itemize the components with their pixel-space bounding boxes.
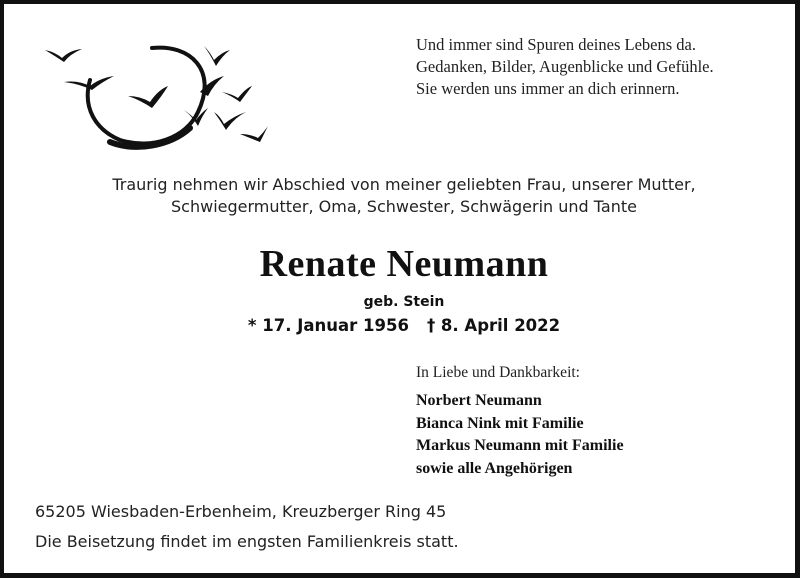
birth-date: * 17. Januar 1956	[247, 316, 409, 335]
deceased-name: Renate Neumann	[259, 243, 549, 285]
mourner-name: sowie alle Angehörigen	[416, 459, 573, 477]
mourner-name: Bianca Nink mit Familie	[416, 414, 584, 432]
memorial-verse	[416, 34, 714, 100]
maiden-name: geb. Stein	[363, 294, 445, 310]
death-date: † 8. April 2022	[426, 316, 561, 335]
verse-line: Gedanken, Bilder, Augenblicke und Gefühle.	[416, 57, 714, 76]
intro-line: Schwiegermutter, Oma, Schwester, Schwägerin und Tante	[171, 197, 637, 216]
mourner-name: Norbert Neumann	[416, 392, 542, 409]
mourners-heading: In Liebe und Dankbarkeit:	[416, 364, 580, 381]
intro-line: Traurig nehmen wir Abschied von meiner geliebten Frau, unserer Mutter,	[112, 175, 696, 194]
life-dates	[4, 316, 800, 335]
verse-line: Sie werden uns immer an dich erinnern.	[416, 79, 680, 98]
moon-with-birds-icon	[40, 40, 270, 150]
family-address: 65205 Wiesbaden-Erbenheim, Kreuzberger Ring 45	[35, 502, 447, 521]
verse-line: Und immer sind Spuren deines Lebens da.	[416, 35, 696, 54]
mourner-name: Markus Neumann mit Familie	[416, 437, 624, 454]
farewell-intro	[4, 174, 800, 218]
mourners-list	[416, 390, 624, 480]
burial-note: Die Beisetzung findet im engsten Familienkreis statt.	[35, 532, 459, 551]
